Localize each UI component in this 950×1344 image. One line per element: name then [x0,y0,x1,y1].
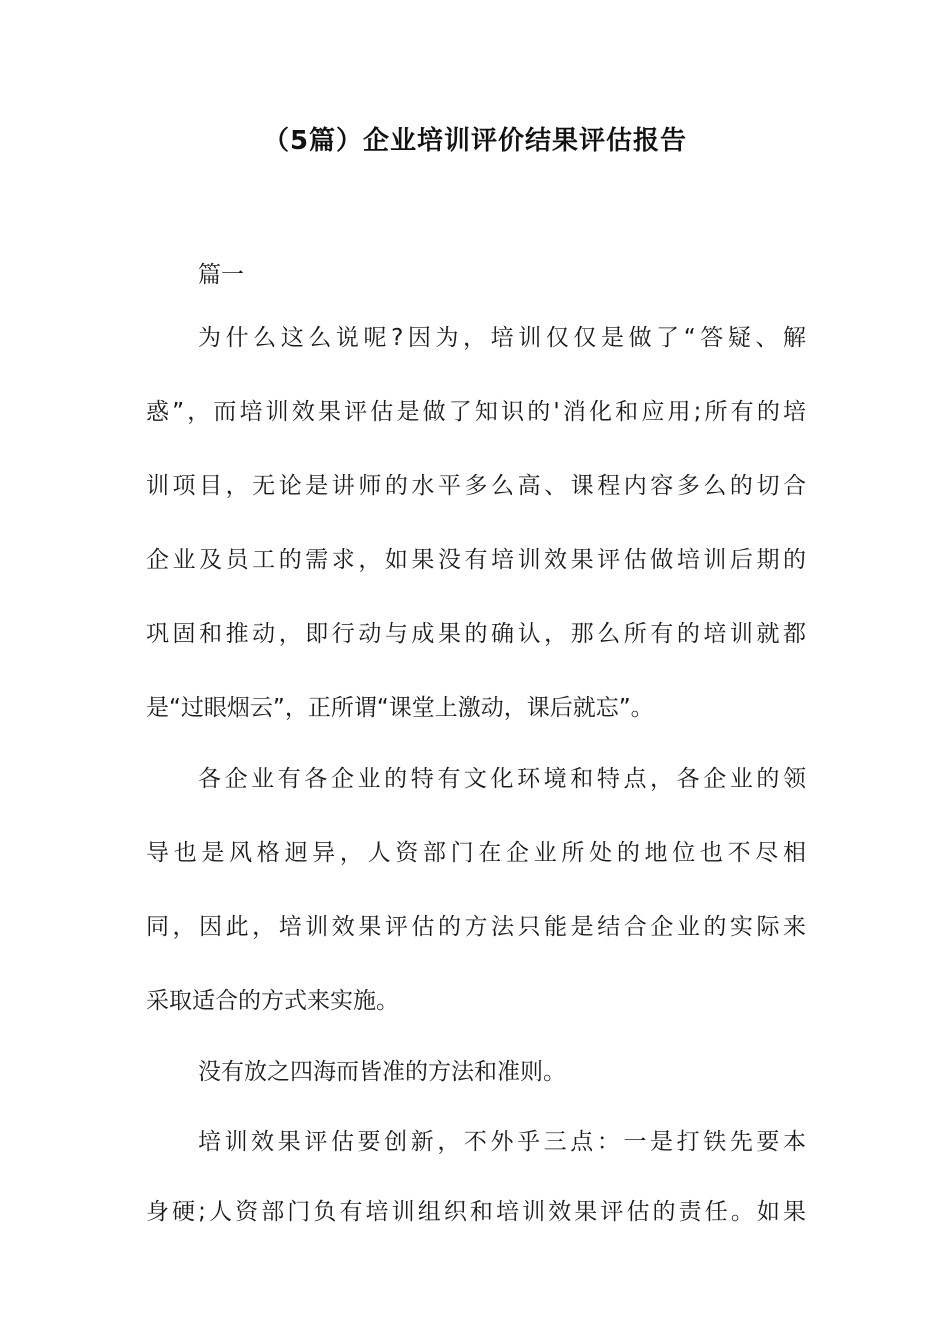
paragraph-line: 为什么这么说呢?因为，培训仅仅是做了“答疑、解 [198,325,806,351]
paragraph-line: 培训效果评估要创新，不外乎三点：一是打铁先要本 [198,1129,806,1155]
paragraph-line: 同，因此，培训效果评估的方法只能是结合企业的实际来 [146,914,806,940]
paragraph-line: 各企业有各企业的特有文化环境和特点，各企业的领 [198,766,806,792]
paragraph-line: 巩固和推动，即行动与成果的确认，那么所有的培训就都 [146,621,806,647]
paragraph-line: 是“过眼烟云”，正所谓“课堂上激动，课后就忘”。 [146,695,654,721]
section-heading: 篇一 [198,262,244,288]
paragraph-line: 导也是风格迥异，人资部门在企业所处的地位也不尽相 [146,840,806,866]
paragraph-line: 训项目，无论是讲师的水平多么高、课程内容多么的切合 [146,473,806,499]
document-title: （5篇）企业培训评价结果评估报告 [262,126,688,156]
paragraph-line: 采取适合的方式来实施。 [146,988,399,1014]
paragraph-line: 企业及员工的需求，如果没有培训效果评估做培训后期的 [146,547,806,573]
paragraph-line: 身硬;人资部门负有培训组织和培训效果评估的责任。如果 [146,1199,806,1225]
paragraph-line: 没有放之四海而皆准的方法和准则。 [198,1059,566,1085]
paragraph-line: 惑”，而培训效果评估是做了知识的'消化和应用;所有的培 [146,399,806,425]
